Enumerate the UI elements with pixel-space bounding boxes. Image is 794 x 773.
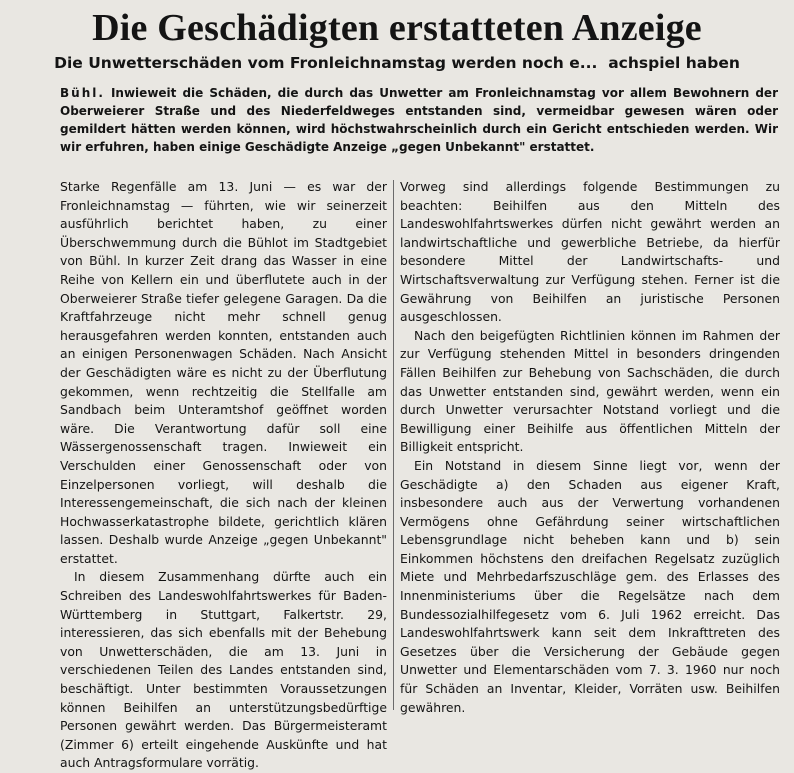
left-column: [60, 178, 387, 773]
lead-text: Inwieweit die Schäden, die durch das Unwetter am Fronleichnamstag vor allem Bewohnern der Oberweierer Straße und des Niederfeldweges entstanden sind, vermeidbar gewesen wären oder gemildert hätten werden können, wird höchstwahrscheinlich durch ein Gericht entschieden werden. Wir wir erfuhren, haben einige Geschädigte Anzeige „gegen Unbekannt" erstattet.: [60, 86, 778, 154]
right-paragraph-3: Ein Notstand in diesem Sinne liegt vor, wenn der Geschädigte a) den Schaden aus eigener Kraft, insbesondere auch aus der Verwertung vorhandenen Vermögens ohne Gefährdung seiner wirtschaftlichen Lebensgrundlage nicht beheben kann und b) sein Einkommen höchstens den dreifachen Regelsatz zuzüglich Miete und Mehrbedarfszuschläge gem. des Erlasses des Innenministeriums über die Regelsätze nach dem Bundessozialhilfegesetz vom 6. Juli 1962 erreicht. Das Landeswohlfahrtswerk kann seit dem Inkrafttreten des Gesetzes über die Versicherung der Gebäude gegen Unwetter und Elementarschäden vom 7. 3. 1960 nur noch für Schäden an Inventar, Kleider, Vorräten usw. Beihilfen gewähren.: [400, 457, 780, 715]
right-paragraph-2: Nach den beigefügten Richtlinien können im Rahmen der zur Verfügung stehenden Mittel in besonders dringenden Fällen Beihilfen zur Behebung von Sachschäden, die durch das Unwetter entstanden sind, gewährt werden, wenn ein durch Unwetter verursachter Notstand vorliegt und die Bewilligung einer Beihilfe aus öffentlichen Mitteln der Billigkeit entspricht.: [400, 327, 780, 455]
lead-paragraph: [60, 84, 778, 156]
column-divider: [393, 180, 394, 710]
headline: Die Geschädigten erstatteten Anzeige: [92, 7, 702, 49]
subheadline: Die Unwetterschäden vom Fronleichnamstag werden noch e... achspiel haben: [54, 54, 740, 72]
right-paragraph-1: Vorweg sind allerdings folgende Bestimmungen zu beachten: Beihilfen aus den Mitteln des Landeswohlfahrtswerkes dürfen nicht gewährt werden an landwirtschaftliche und gewerbliche Betriebe, da hierfür besondere Mittel der Landwirtschafts- und Wirtschaftsverwaltung zur Verfügung stehen. Ferner ist die Gewährung von Beihilfen an juristische Personen ausgeschlossen.: [400, 179, 780, 325]
right-column: [400, 178, 780, 717]
lead-dateline: Bühl.: [60, 86, 105, 100]
left-paragraph-1: Starke Regenfälle am 13. Juni — es war der Fronleichnamstag — führten, wie wir seinerzeit ausführlich berichtet haben, zu einer Überschwemmung durch die Bühlot im Stadtgebiet von Bühl. In kurzer Zeit drang das Wasser in eine Reihe von Kellern ein und überflutete auch in der Oberweierer Straße tiefer gelegene Garagen. Da die Kraftfahrzeuge nicht mehr schnell genug herausgefahren werden konnten, entstanden auch an einigen Personenwagen Schäden. Nach Ansicht der Geschädigten wäre es nicht zu der Überflutung gekommen, wenn rechtzeitig die Stellfalle am Sandbach beim Unteramtshof geöffnet worden wäre. Die Verantwortung dafür soll eine Wässergenossenschaft tragen. Inwieweit ein Verschulden einer Genossenschaft oder von Einzelpersonen vorliegt, will deshalb die Interessengemeinschaft, die sich nach der kleinen Hochwasserkatastrophe bildete, gerichtlich klären lassen. Deshalb wurde Anzeige „gegen Unbekannt" erstattet.: [60, 179, 387, 566]
left-paragraph-2: In diesem Zusammenhang dürfte auch ein Schreiben des Landeswohlfahrtswerkes für Baden-Württemberg in Stuttgart, Falkertstr. 29, interessieren, das sich ebenfalls mit der Behebung von Unwetterschäden, die am 13. Juni in verschiedenen Teilen des Landes entstanden sind, beschäftigt. Unter bestimmten Voraussetzungen können Beihilfen an unterstützungsbedürftige Personen gewährt werden. Das Bürgermeisteramt (Zimmer 6) erteilt eingehende Auskünfte und hat auch Antragsformulare vorrätig.: [60, 569, 387, 771]
